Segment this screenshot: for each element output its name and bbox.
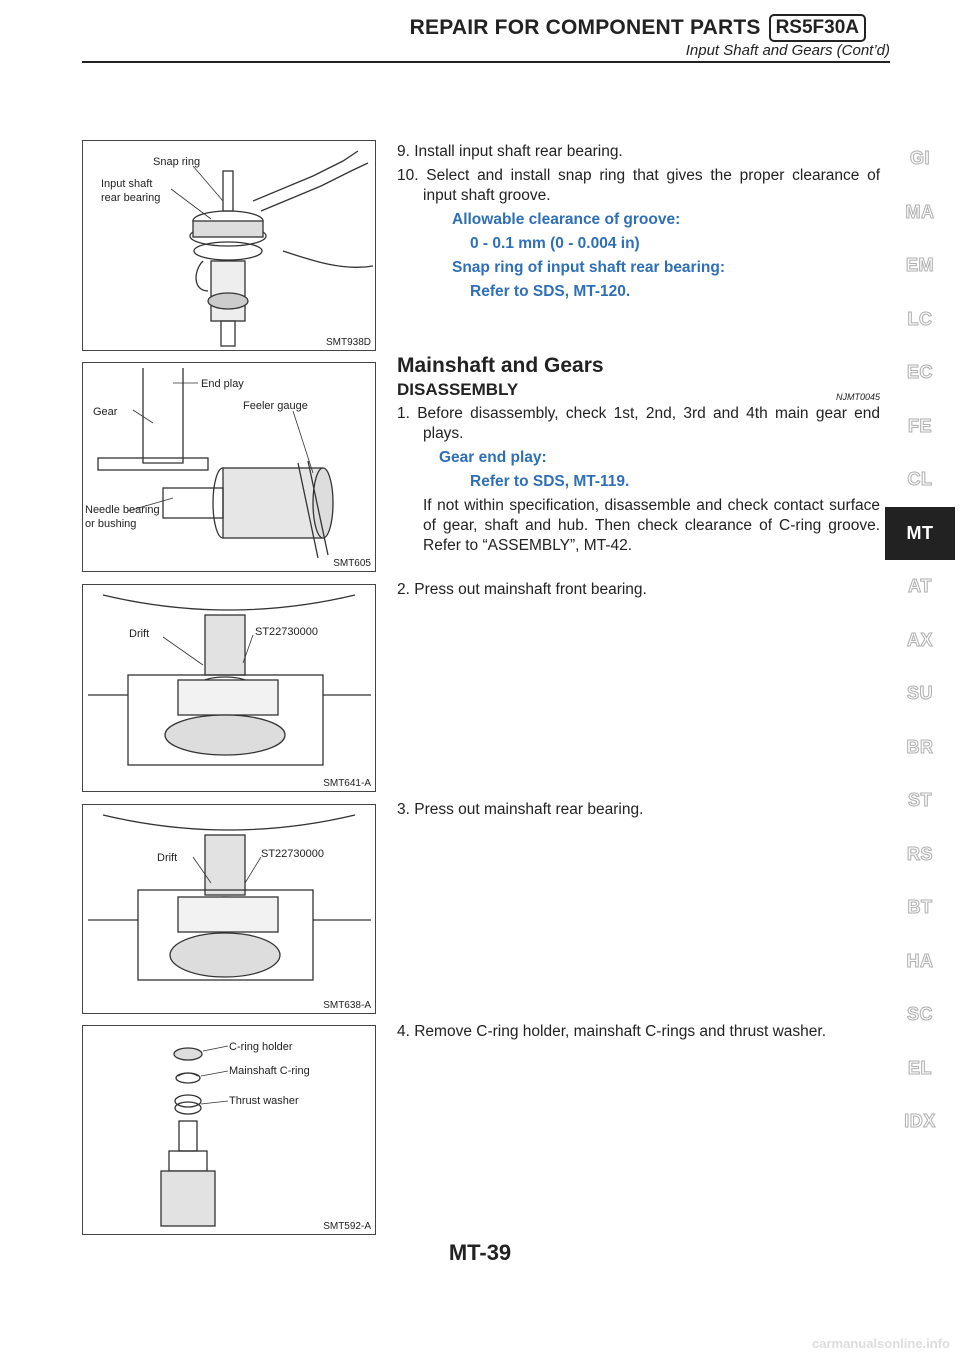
step-9: 9. Install input shaft rear bearing. (397, 143, 623, 160)
tab-label: AX (906, 629, 933, 650)
text-block-mainshaft (397, 356, 880, 560)
tab-label: RS (906, 843, 933, 864)
spec-gear-end-play-label: Gear end play: (439, 449, 547, 466)
figure-caption: SMT592-A (323, 1221, 371, 1232)
tab-gi[interactable] (885, 132, 955, 186)
footer-watermark: carmanualsonline.info (812, 1336, 950, 1351)
fig3-label-drift: Drift (129, 628, 150, 640)
fig4-label-tool: ST22730000 (261, 848, 324, 860)
rear-bearing-press-illustration (83, 805, 375, 1013)
model-badge: RS5F30A (769, 14, 866, 42)
fig4-label-drift: Drift (157, 852, 178, 864)
fig5-label-mainshaft-c-ring: Mainshaft C-ring (229, 1065, 310, 1077)
tab-at[interactable] (885, 560, 955, 614)
fig1-label-rear-bearing: rear bearing (101, 192, 161, 204)
tab-label: GI (909, 148, 930, 169)
tab-label: EM (906, 255, 934, 276)
step-1: 1. Before disassembly, check 1st, 2nd, 3rd and 4th main gear end plays. (397, 405, 880, 442)
tab-label: HA (906, 950, 934, 971)
spec-gear-end-play-value: Refer to SDS, MT-119. (470, 473, 630, 490)
end-play-illustration (83, 363, 375, 571)
tab-ha[interactable] (885, 935, 955, 989)
tab-label: MA (905, 201, 935, 222)
tab-label: IDX (904, 1111, 936, 1132)
tab-fe[interactable] (885, 400, 955, 454)
snap-ring-illustration (83, 141, 375, 350)
subsection-title (397, 380, 880, 400)
tab-label: EL (907, 1057, 932, 1078)
tab-ma[interactable] (885, 186, 955, 240)
figure-end-play-check (82, 362, 376, 572)
figure-caption: SMT938D (325, 337, 371, 348)
tab-label: SC (906, 1004, 933, 1025)
subsection-title-text: DISASSEMBLY (397, 380, 519, 399)
figure-caption: SMT638-A (323, 1000, 371, 1011)
fig5-label-c-ring-holder: C-ring holder (229, 1041, 293, 1053)
fig2-label-feeler-gauge: Feeler gauge (243, 400, 308, 412)
step-4: 4. Remove C-ring holder, mainshaft C-rings and thrust washer. (397, 1023, 827, 1040)
text-block-step-4 (397, 1022, 880, 1046)
front-bearing-press-illustration (83, 585, 375, 791)
page-header (410, 14, 866, 42)
tab-label: CL (907, 469, 933, 490)
step-1-note: If not within specification, disassemble and check contact surface of gear, shaft and hub. Then check clearance of C-ring groove. Refer to “ASSEMBLY”, MT-42. (423, 497, 880, 554)
step-3: 3. Press out mainshaft rear bearing. (397, 801, 644, 818)
fig1-label-input-shaft: Input shaft (101, 178, 153, 190)
tab-el[interactable] (885, 1042, 955, 1096)
header-divider (82, 61, 890, 63)
spec-clearance-value: 0 - 0.1 mm (0 - 0.004 in) (470, 235, 640, 252)
tab-label: AT (908, 576, 932, 597)
spec-snap-ring-value: Refer to SDS, MT-120. (470, 283, 631, 300)
tab-label: LC (907, 308, 933, 329)
figure-front-bearing-press (82, 584, 376, 792)
tab-label: FE (907, 415, 932, 436)
fig2-label-needle-bearing: Needle bearing (85, 504, 160, 516)
text-block-step-2 (397, 580, 880, 604)
tab-label: EC (906, 362, 933, 383)
figure-c-ring-removal (82, 1025, 376, 1235)
tab-cl[interactable] (885, 453, 955, 507)
tab-su[interactable] (885, 667, 955, 721)
fig1-label-snap-ring: Snap ring (153, 156, 201, 168)
fig2-label-bushing: or bushing (85, 518, 137, 530)
figure-caption: SMT641-A (323, 778, 371, 789)
tab-label: MT (906, 522, 934, 543)
figure-caption: SMT605 (333, 558, 371, 569)
header-subtitle: Input Shaft and Gears (Cont’d) (685, 42, 890, 59)
tab-label: ST (907, 790, 932, 811)
text-block-input-shaft (397, 142, 880, 306)
tab-ec[interactable] (885, 346, 955, 400)
tab-br[interactable] (885, 721, 955, 775)
tab-label: SU (906, 683, 933, 704)
tab-st[interactable] (885, 774, 955, 828)
tab-idx[interactable] (885, 1095, 955, 1149)
tab-em[interactable] (885, 239, 955, 293)
tab-label: BR (906, 736, 934, 757)
tab-label: BT (907, 897, 933, 918)
spec-clearance-label: Allowable clearance of groove: (452, 211, 681, 228)
spec-snap-ring-label: Snap ring of input shaft rear bearing: (452, 259, 725, 276)
tab-rs[interactable] (885, 828, 955, 882)
fig2-label-gear: Gear (93, 406, 118, 418)
step-2: 2. Press out mainshaft front bearing. (397, 581, 647, 598)
tab-bt[interactable] (885, 881, 955, 935)
section-tab-strip (885, 132, 955, 1149)
tab-lc[interactable] (885, 293, 955, 347)
header-title: REPAIR FOR COMPONENT PARTS (409, 16, 761, 39)
section-title: Mainshaft and Gears (397, 354, 604, 377)
fig5-label-thrust-washer: Thrust washer (229, 1095, 299, 1107)
figure-rear-bearing-press (82, 804, 376, 1014)
tab-mt[interactable] (885, 507, 955, 561)
text-block-step-3 (397, 800, 880, 824)
fig3-label-tool: ST22730000 (255, 626, 318, 638)
c-ring-removal-illustration (83, 1026, 375, 1234)
figure-snap-ring-install (82, 140, 376, 351)
step-10: 10. Select and install snap ring that gives the proper clearance of input shaft groove. (397, 167, 880, 204)
tab-ax[interactable] (885, 614, 955, 668)
tab-sc[interactable] (885, 988, 955, 1042)
fig2-label-end-play: End play (201, 378, 244, 390)
page-number: MT-39 (448, 1240, 512, 1265)
subsection-code: NJMT0045 (835, 392, 880, 402)
